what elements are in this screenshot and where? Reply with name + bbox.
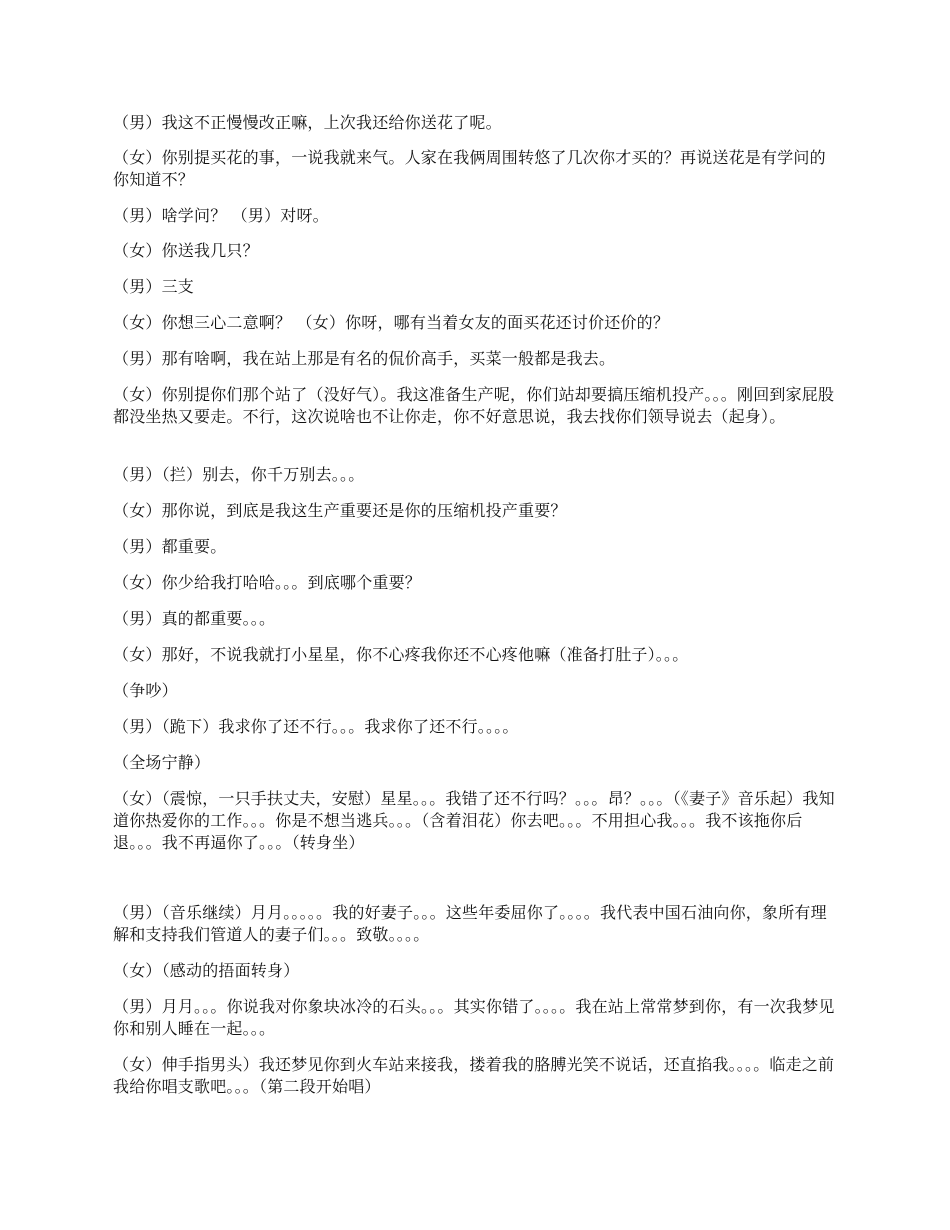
dialogue-paragraph: （女）你送我几只？ [113, 241, 259, 260]
dialogue-paragraph: （男）啥学问？ （男）对呀。 [113, 206, 329, 225]
dialogue-paragraph: （女）你少给我打哈哈。。。到底哪个重要？ [113, 573, 422, 592]
dialogue-paragraph: （男）月月。。。你说我对你象块冰冷的石头。。。其实你错了。。。。我在站上常常梦到你，有一次我梦见你和别人睡在一起。。。 [113, 997, 835, 1038]
dialogue-paragraph: （男）真的都重要。。。 [113, 609, 276, 628]
dialogue-paragraph: （女）（震惊，一只手扶丈夫，安慰）星星。。。我错了还不行吗？。。。昂？。。。（《妻子》音乐起）我知道你热爱你的工作。。。你是不想当逃兵。。。（含着泪花）你去吧。。。不用担心我。。。我不该拖你后退。。。我不再逼你了。。。（转身坐） [113, 789, 835, 852]
dialogue-paragraph: （男）都重要。 [113, 537, 227, 556]
dialogue-paragraph: （女）你别提你们那个站了（没好气）。我这准备生产呢，你们站却要搞压缩机投产。。。刚回到家屁股都没坐热又要走。不行，这次说啥也不让你走，你不好意思说，我去找你们领导说去（起身）。 [113, 385, 835, 426]
dialogue-paragraph: （女）那好，不说我就打小星星，你不心疼我你还不心疼他嘛（准备打肚子）。。。 [113, 645, 689, 664]
dialogue-paragraph: （男）三支 [113, 277, 195, 296]
dialogue-paragraph: （女）（感动的捂面转身） [113, 961, 300, 980]
dialogue-paragraph: （男）那有啥啊，我在站上那是有名的侃价高手，买菜一般都是我去。 [113, 349, 616, 368]
dialogue-paragraph: （男）（音乐继续）月月。。。。。我的好妻子。。。这些年委屈你了。。。。我代表中国石油向你，象所有理解和支持我们管道人的妻子们。。。致敬。。。。 [113, 903, 827, 944]
dialogue-paragraph: （争吵） [113, 681, 178, 700]
dialogue-paragraph: （女）伸手指男头）我还梦见你到火车站来接我，搂着我的胳膊光笑不说话，还直掐我。。。。临走之前我给你唱支歌吧。。。（第二段开始唱） [113, 1055, 835, 1096]
dialogue-paragraph: （女）你想三心二意啊？ （女）你呀，哪有当着女友的面买花还讨价还价的？ [113, 313, 670, 332]
dialogue-paragraph: （女）你别提买花的事，一说我就来气。人家在我俩周围转悠了几次你才买的？再说送花是有学问的你知道不？ [113, 148, 826, 189]
dialogue-paragraph: （全场宁静） [113, 753, 211, 772]
dialogue-paragraph: （女）那你说，到底是我这生产重要还是你的压缩机投产重要？ [113, 501, 567, 520]
dialogue-paragraph: （男）我这不正慢慢改正嘛，上次我还给你送花了呢。 [113, 113, 502, 132]
dialogue-paragraph: （男）（拦）别去，你千万别去。。。 [113, 465, 365, 484]
dialogue-paragraph: （男）（跪下）我求你了还不行。。。我求你了还不行。。。。 [113, 717, 519, 736]
